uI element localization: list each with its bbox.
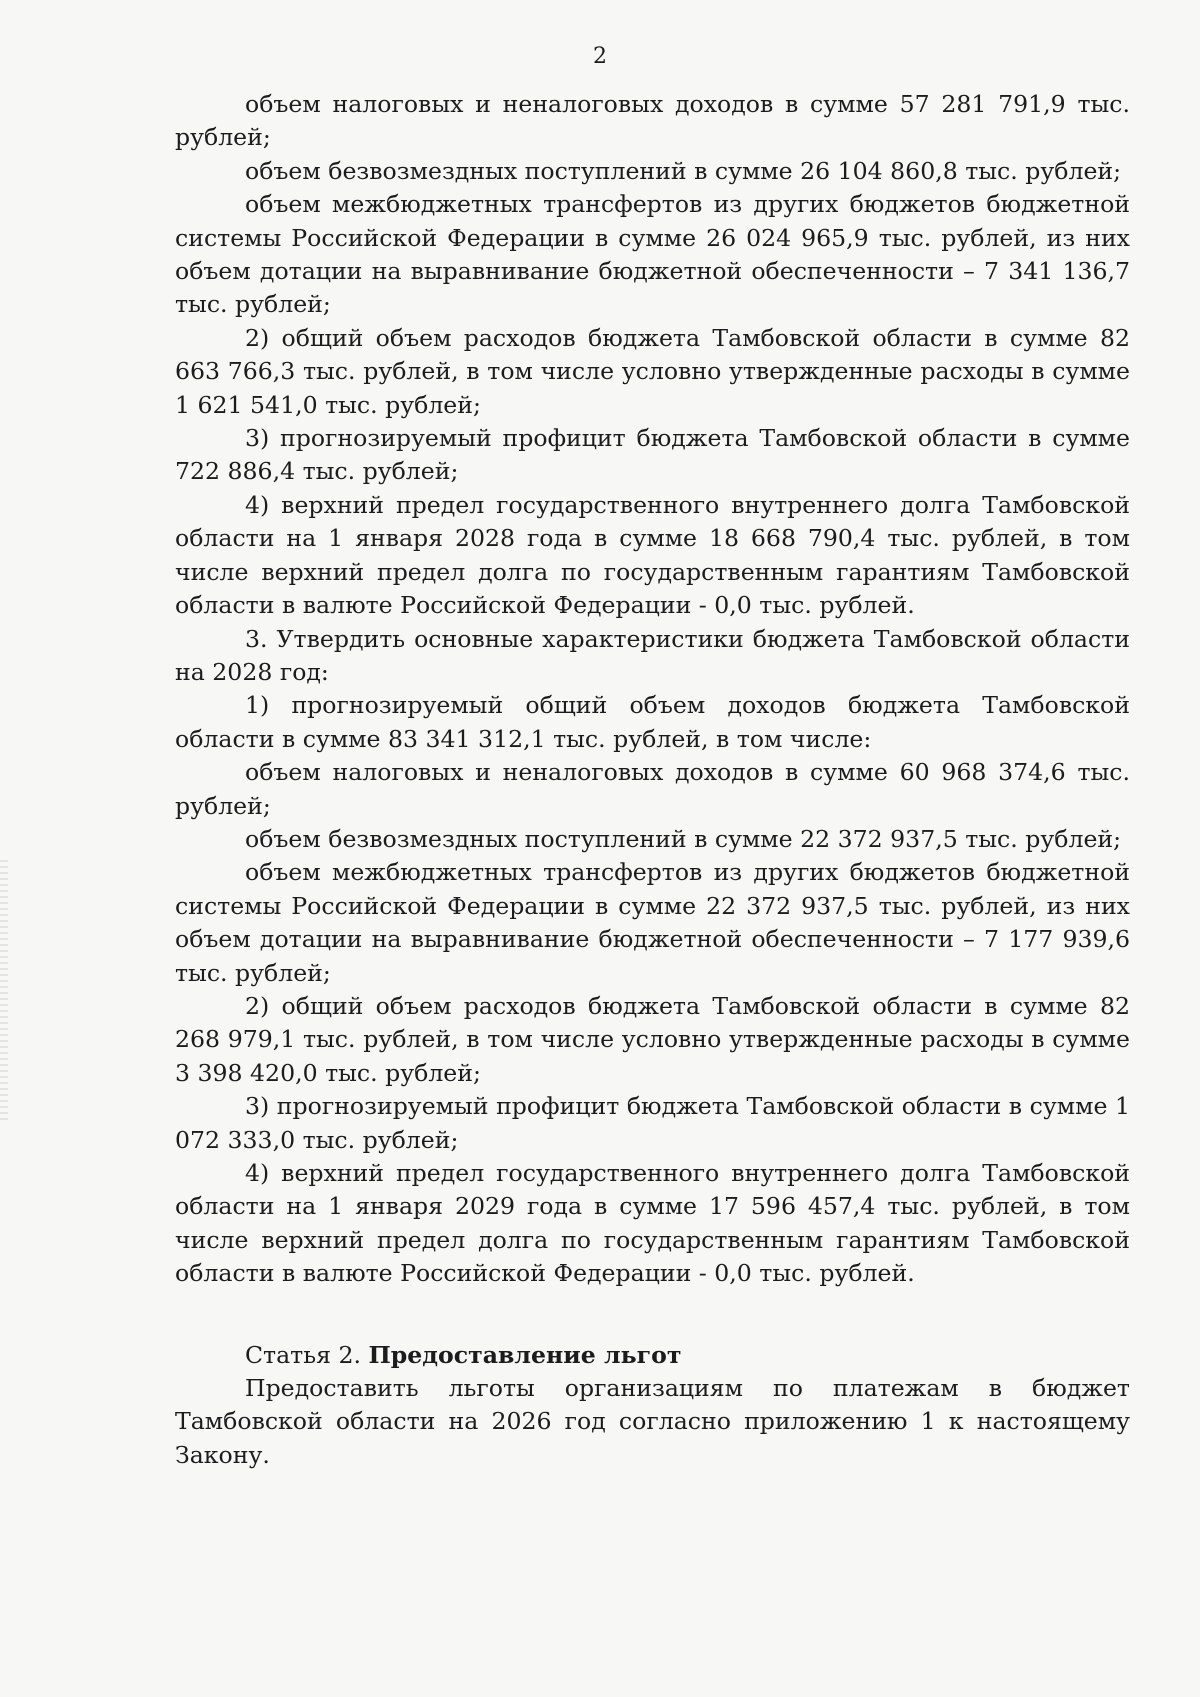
paragraph: объем налоговых и неналоговых доходов в сумме 57 281 791,9 тыс. рублей; (175, 90, 1130, 152)
paragraph: 4) верхний предел государственного внутреннего долга Тамбовской области на 1 января 2028 года в сумме 18 668 790,4 тыс. рублей, в том числе верхний предел долга по государственным гарантиям Тамбовской области в валюте Российской Федерации - 0,0 тыс. рублей. (175, 490, 1130, 620)
article-heading (175, 1339, 1130, 1372)
paragraph: 3) прогнозируемый профицит бюджета Тамбовской области в сумме 1 072 333,0 тыс. рублей; (175, 1092, 1130, 1154)
section-gap (175, 1291, 1130, 1339)
paragraph: 4) верхний предел государственного внутреннего долга Тамбовской области на 1 января 2029 года в сумме 17 596 457,4 тыс. рублей, в том числе верхний предел долга по государственным гарантиям Тамбовской области в валюте Российской Федерации - 0,0 тыс. рублей. (175, 1159, 1130, 1288)
paragraph: 2) общий объем расходов бюджета Тамбовской области в сумме 82 268 979,1 тыс. рублей, в том числе условно утвержденные расходы в сумме 3 398 420,0 тыс. рублей; (175, 991, 1130, 1087)
page-number: 2 (593, 44, 607, 69)
paragraph: объем межбюджетных трансфертов из других бюджетов бюджетной системы Российской Федерации в сумме 26 024 965,9 тыс. рублей, из них объем дотации на выравнивание бюджетной обеспеченности – 7 341 136,7 тыс. рублей; (175, 190, 1130, 319)
paragraph: объем межбюджетных трансфертов из других бюджетов бюджетной системы Российской Федерации в сумме 22 372 937,5 тыс. рублей, из них объем дотации на выравнивание бюджетной обеспеченности – 7 177 939,6 тыс. рублей; (175, 858, 1130, 987)
article-label: Статья 2. (245, 1340, 361, 1369)
paragraph: 3) прогнозируемый профицит бюджета Тамбовской области в сумме 722 886,4 тыс. рублей; (175, 424, 1130, 486)
document-body (175, 88, 1130, 1472)
paragraph: 3. Утвердить основные характеристики бюджета Тамбовской области на 2028 год: (175, 624, 1130, 686)
paragraph: 1) прогнозируемый общий объем доходов бюджета Тамбовской области в сумме 83 341 312,1 тыс. рублей, в том числе: (175, 691, 1130, 753)
paragraph: объем безвозмездных поступлений в сумме 22 372 937,5 тыс. рублей; (245, 824, 1122, 853)
paragraph: объем налоговых и неналоговых доходов в сумме 60 968 374,6 тыс. рублей; (175, 758, 1130, 820)
paragraph: 2) общий объем расходов бюджета Тамбовской области в сумме 82 663 766,3 тыс. рублей, в том числе условно утвержденные расходы в сумме 1 621 541,0 тыс. рублей; (175, 323, 1130, 419)
paragraph: объем безвозмездных поступлений в сумме 26 104 860,8 тыс. рублей; (245, 156, 1122, 185)
article-text: Предоставить льготы организациям по платежам в бюджет Тамбовской области на 2026 год согласно приложению 1 к настоящему Закону. (175, 1374, 1130, 1469)
scan-edge-artifact (0, 860, 8, 1120)
article-title: Предоставление льгот (368, 1340, 682, 1369)
